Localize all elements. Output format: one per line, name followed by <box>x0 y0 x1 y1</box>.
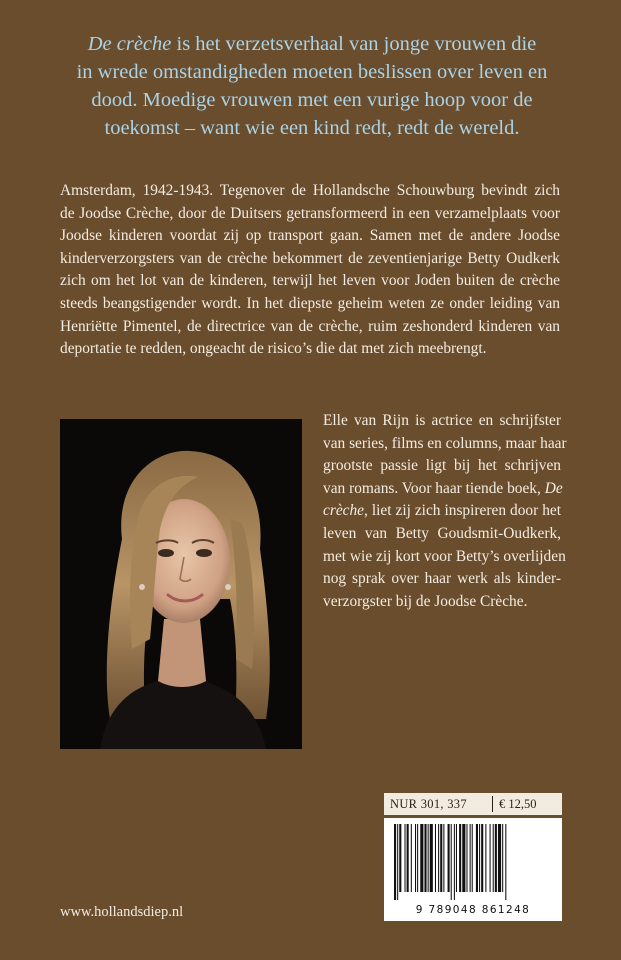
bio-line: grootste passie ligt bij het schrijven <box>323 457 561 475</box>
barcode-bar <box>420 824 423 892</box>
barcode-bar <box>485 824 486 892</box>
synopsis-line: Henriëtte Pimentel, de directrice van de crèche, ruim zeshonderd kinderen van <box>60 317 560 335</box>
barcode-bar <box>470 824 471 892</box>
barcode-bar <box>493 824 494 892</box>
barcode-bar <box>399 824 401 892</box>
synopsis-line: de Joodse Crèche, door de Duitsers getransformeerd in een verzamelplaats voor <box>60 204 560 222</box>
barcode-bar <box>481 824 483 892</box>
barcode-bar <box>438 824 439 892</box>
barcode-bar <box>415 824 416 892</box>
barcode-bar <box>476 824 478 892</box>
barcode-block <box>384 793 562 921</box>
bio-line: verzorgster bij de Joodse Crèche. <box>323 592 528 610</box>
barcode-bar <box>430 824 433 892</box>
synopsis-line: Amsterdam, 1942-1943. Tegenover de Hollandsche Schouwburg bevindt zich <box>60 182 560 199</box>
synopsis-line: Joodse kinderen voordat zij op transport gaan. Samen met de andere Joodse <box>60 227 560 245</box>
price-strip <box>384 793 562 815</box>
bio-book-title-part-2: crèche <box>323 502 365 520</box>
barcode-bar <box>498 824 501 892</box>
barcode-bars <box>390 824 556 900</box>
barcode-bar <box>451 824 452 900</box>
bio-line: nog sprak over haar werk als kinder- <box>323 570 561 588</box>
tagline-title: De crèche <box>87 33 172 55</box>
barcode-bar <box>394 824 396 900</box>
bio-line: leven van Betty Goudsmit-Oudkerk, <box>323 524 561 542</box>
tagline-line-4: toekomst – want wie een kind redt, redt de wereld. <box>104 117 520 139</box>
barcode-bar <box>454 824 455 900</box>
isbn-number: 9 789048 861248 <box>415 904 531 916</box>
tagline-line-1 <box>62 30 562 58</box>
bio-line-5-text: , liet zij zich inspireren door het <box>364 502 561 520</box>
bio-line-4-text: van romans. Voor haar tiende boek, <box>323 479 541 497</box>
barcode-bar <box>411 824 412 892</box>
barcode-bar <box>428 824 429 892</box>
barcode-bar <box>443 824 444 892</box>
barcode-bar <box>407 824 409 892</box>
tagline-line-3: dood. Moedige vrouwen met een vurige hoop voor de <box>91 89 533 111</box>
bio-line: van series, films en columns, maar haar <box>323 434 567 452</box>
price: € 12,50 <box>499 796 537 811</box>
tagline <box>62 30 562 142</box>
barcode <box>384 818 562 921</box>
nur-code: NUR 301, 337 <box>390 796 467 811</box>
bio-line: Elle van Rijn is actrice en schrijfster <box>323 412 561 429</box>
barcode-bar <box>448 824 450 892</box>
author-photo <box>60 419 302 749</box>
synopsis-line: steeds beangstigender wordt. In het diepste geheim weten ze onder leiding van <box>60 294 560 312</box>
barcode-bar <box>495 824 497 892</box>
barcode-bar <box>435 824 436 892</box>
author-portrait-illustration <box>60 419 302 749</box>
bio-line: met wie zij kort voor Betty’s overlijden <box>323 547 566 565</box>
barcode-bar <box>459 824 461 892</box>
barcode-bar <box>417 824 418 892</box>
barcode-bar <box>405 824 406 892</box>
barcode-bar <box>440 824 442 892</box>
synopsis-line: kinderverzorgsters van de crèche bekommert de zeventienjarige Betty Oudkerk <box>60 249 560 267</box>
bio-line <box>323 500 561 523</box>
barcode-bar <box>505 824 506 900</box>
barcode-bar <box>472 824 473 892</box>
barcode-bar <box>502 824 503 892</box>
barcode-bar <box>424 824 426 892</box>
barcode-bar <box>490 824 491 892</box>
barcode-bar <box>479 824 480 892</box>
barcode-bar <box>462 824 465 892</box>
tagline-line-1-text: is het verzetsverhaal van jonge vrouwen die <box>171 33 537 55</box>
tagline-line-2: in wrede omstandigheden moeten beslissen over leven en <box>76 61 548 83</box>
synopsis <box>60 180 560 361</box>
barcode-bar <box>456 824 457 892</box>
publisher-url[interactable]: www.hollandsdiep.nl <box>60 904 184 920</box>
author-bio <box>323 410 567 613</box>
bio-book-title-part-1: De <box>544 479 563 497</box>
synopsis-line: deportatie te redden, ongeacht de risico’s die dat met zich meebrengt. <box>60 340 487 358</box>
barcode-bar <box>466 824 467 892</box>
barcode-bar <box>397 824 398 900</box>
synopsis-line: zich om het lot van de kinderen, terwijl het leven voor Joden buiten de crèche <box>60 272 560 290</box>
bio-line <box>323 478 561 501</box>
